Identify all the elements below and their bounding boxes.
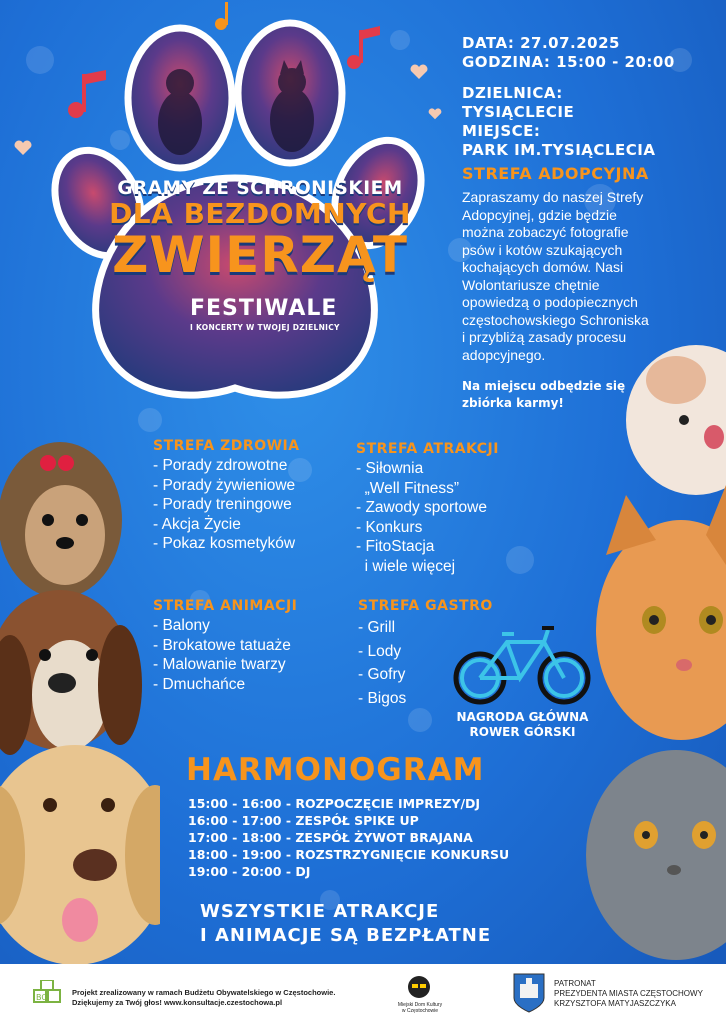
title-line2: DLA BEZDOMNYCH bbox=[109, 197, 411, 230]
schedule-item: 17:00 - 18:00 - ZESPÓŁ ŻYWOT BRAJANA bbox=[188, 830, 473, 845]
list-item: - FitoStacja bbox=[356, 538, 435, 555]
schedule-item: 16:00 - 17:00 - ZESPÓŁ SPIKE UP bbox=[188, 813, 419, 828]
music-note-icon bbox=[344, 24, 384, 74]
music-note-icon bbox=[62, 66, 112, 126]
animation-zone bbox=[153, 598, 297, 694]
adoption-line: Zapraszamy do naszej Strefy bbox=[462, 189, 644, 205]
bo-logo-text: BO bbox=[36, 993, 48, 1002]
list-item: „Well Fitness” bbox=[356, 479, 460, 497]
mdk-line1: Miejski Dom Kultury bbox=[397, 1002, 443, 1008]
health-zone-title: STREFA ZDROWIA bbox=[153, 438, 300, 454]
list-item: - Brokatowe tatuaże bbox=[153, 636, 291, 654]
food-collection-line1: Na miejscu odbędzie się bbox=[462, 379, 626, 393]
list-item: - Porady treningowe bbox=[153, 496, 292, 513]
patron-line3: KRZYSZTOFA MATYJASZCZYKA bbox=[554, 999, 676, 1008]
patron-line1: PATRONAT bbox=[554, 979, 596, 988]
schedule-item: 15:00 - 16:00 - ROZPOCZĘCIE IMPREZY/DJ bbox=[188, 796, 481, 811]
music-note-icon bbox=[212, 0, 248, 32]
gastro-zone-title: STREFA GASTRO bbox=[358, 598, 493, 614]
place-label: MIEJSCE: bbox=[462, 122, 541, 140]
bo-logo-icon bbox=[32, 980, 62, 1010]
schedule-title: HARMONOGRAM bbox=[186, 752, 485, 788]
attractions-zone-title: STREFA ATRAKCJI bbox=[356, 441, 499, 457]
district-value: TYSIĄCLECIE bbox=[462, 103, 575, 121]
adoption-line: kochających domów. Nasi bbox=[462, 259, 624, 275]
festival-title: FESTIWALE bbox=[190, 296, 338, 321]
animation-zone-title: STREFA ANIMACJI bbox=[153, 598, 298, 614]
schedule-list bbox=[188, 795, 509, 880]
dog-image bbox=[0, 425, 160, 965]
adoption-line: Wolontariusze chętnie bbox=[462, 276, 600, 293]
title-line3: ZWIERZĄT bbox=[112, 226, 408, 284]
list-item: - Siłownia bbox=[356, 460, 424, 477]
list-item: i wiele więcej bbox=[356, 557, 456, 575]
food-collection-line2: zbiórka karmy! bbox=[462, 396, 564, 410]
project-line1: Projekt zrealizowany w ramach Budżetu Obywatelskiego w Częstochowie. bbox=[72, 988, 336, 997]
mdk-line2: w Częstochowie bbox=[401, 1008, 439, 1014]
adoption-line: można zobaczyć fotografie bbox=[462, 224, 629, 240]
list-item: - Zawody sportowe bbox=[356, 499, 487, 516]
mdk-logo-icon bbox=[406, 974, 432, 1000]
list-item: - Pokaz kosmetyków bbox=[153, 535, 296, 552]
cat-image bbox=[586, 335, 726, 965]
adoption-line: i przybliżą zasady procesu bbox=[462, 329, 627, 345]
list-item: - Lody bbox=[358, 642, 402, 660]
festival-subtitle: I KONCERTY W TWOJEJ DZIELNICY bbox=[190, 323, 340, 332]
list-item: - Akcja Życie bbox=[153, 515, 241, 533]
attractions-zone bbox=[356, 441, 499, 576]
list-item: - Gofry bbox=[358, 666, 406, 683]
adoption-line: opowiedzą o podopiecznych bbox=[462, 294, 638, 310]
bicycle-icon bbox=[452, 620, 592, 708]
project-line2: Dziękujemy za Twój głos! www.konsultacje.czestochowa.pl bbox=[72, 998, 283, 1007]
adoption-title: STREFA ADOPCYJNA bbox=[462, 164, 649, 183]
event-time: GODZINA: 15:00 - 20:00 bbox=[462, 53, 675, 71]
heart-icon bbox=[410, 64, 428, 80]
list-item: - Porady zdrowotne bbox=[153, 457, 288, 474]
prize-line2: ROWER GÓRSKI bbox=[469, 725, 576, 739]
place-value: PARK IM.TYSIĄCLECIA bbox=[462, 141, 656, 159]
list-item: - Grill bbox=[358, 619, 396, 636]
adoption-line: psów i kotów szukających bbox=[462, 241, 623, 258]
city-crest-icon bbox=[512, 972, 546, 1014]
free-line2: I ANIMACJE SĄ BEZPŁATNE bbox=[200, 925, 492, 946]
adoption-line: adopcyjnego. bbox=[462, 346, 546, 363]
list-item: - Dmuchańce bbox=[153, 675, 246, 693]
adoption-line: Adopcyjnej, gdzie będzie bbox=[462, 206, 617, 223]
list-item: - Malowanie twarzy bbox=[153, 656, 286, 673]
heart-icon bbox=[428, 108, 442, 120]
event-date: DATA: 27.07.2025 bbox=[462, 34, 620, 52]
list-item: - Porady żywieniowe bbox=[153, 476, 296, 494]
district-label: DZIELNICA: bbox=[462, 84, 563, 102]
schedule-item: 18:00 - 19:00 - ROZSTRZYGNIĘCIE KONKURSU bbox=[188, 847, 510, 862]
prize-line1: NAGRODA GŁÓWNA bbox=[456, 710, 589, 724]
list-item: - Balony bbox=[153, 617, 210, 634]
health-zone bbox=[153, 438, 300, 554]
free-line1: WSZYSTKIE ATRAKCJE bbox=[200, 901, 440, 922]
adoption-line: częstochowskiego Schroniska bbox=[462, 311, 649, 328]
list-item: - Bigos bbox=[358, 689, 407, 707]
patron-line2: PREZYDENTA MIASTA CZĘSTOCHOWY bbox=[554, 989, 703, 998]
event-info bbox=[462, 34, 675, 160]
heart-icon bbox=[14, 140, 32, 156]
title-line1: GRAMY ZE SCHRONISKIEM bbox=[117, 178, 403, 199]
footer bbox=[0, 964, 726, 1024]
list-item: - Konkurs bbox=[356, 518, 423, 536]
schedule-item: 19:00 - 20:00 - DJ bbox=[188, 864, 311, 879]
